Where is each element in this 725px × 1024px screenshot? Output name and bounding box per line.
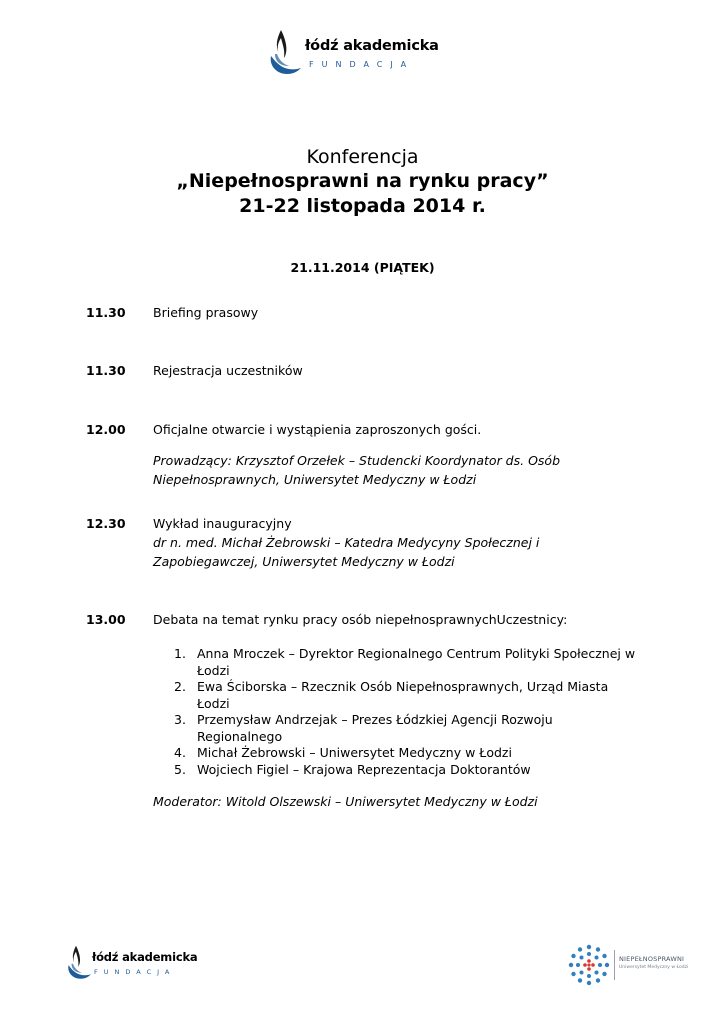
list-number: 5.: [174, 761, 186, 777]
agenda-note: Prowadzący: Krzysztof Orzełek – Studencki Koordynator ds. Osób: [153, 453, 561, 468]
participant-text: Łodzi: [197, 695, 230, 711]
agenda-item: Rejestracja uczestników: [153, 363, 303, 378]
agenda-item: Debata na temat rynku pracy osób niepełnosprawnychUczestnicy:: [153, 612, 568, 627]
conference-title: „Niepełnosprawni na rynku pracy”: [176, 170, 549, 192]
day-heading: 21.11.2014 (PIĄTEK): [290, 260, 435, 275]
logo-name: łódź akademicka: [305, 38, 439, 54]
list-item: [170, 712, 645, 745]
list-number: 3.: [174, 712, 186, 727]
agenda-time: 11.30: [86, 305, 126, 320]
list-item: [170, 646, 645, 679]
participant-text: Anna Mroczek – Dyrektor Regionalnego Centrum Polityki Społecznej w: [197, 646, 636, 661]
agenda-time: 12.00: [86, 422, 126, 437]
logo-divider: [614, 950, 615, 980]
moderator: Moderator: Witold Olszewski – Uniwersytet Medyczny w Łodzi: [153, 794, 538, 809]
participant-text: Wojciech Figiel – Krajowa Reprezentacja Doktorantów: [197, 761, 531, 777]
flame-icon: [265, 28, 305, 78]
conference-dates: 21-22 listopada 2014 r.: [239, 195, 486, 217]
agenda-item: Wykład inauguracyjny: [153, 516, 292, 531]
footer-logo: [64, 943, 198, 983]
list-number: 1.: [174, 646, 186, 661]
participant-text: Przemysław Andrzejak – Prezes Łódzkiej Agencji Rozwoju: [197, 712, 553, 727]
participant-text: Łodzi: [197, 662, 230, 678]
participant-text: Ewa Ściborska – Rzecznik Osób Niepełnosprawnych, Urząd Miasta: [197, 679, 609, 694]
partner-name: NIEPEŁNOSPRAWNI: [619, 955, 685, 963]
partner-subtitle: Uniwersytet Medyczny w Łodzi: [619, 965, 689, 970]
participant-text: Michał Żebrowski – Uniwersytet Medyczny w Łodzi: [197, 745, 512, 760]
partner-logo: [568, 944, 688, 984]
list-item: [170, 745, 645, 762]
agenda-time: 12.30: [86, 516, 126, 531]
agenda-note: Zapobiegawczej, Uniwersytet Medyczny w Łodzi: [153, 554, 455, 569]
dots-circle-icon: [568, 944, 610, 986]
participant-text: Regionalnego: [197, 728, 283, 744]
header-logo: [265, 28, 439, 78]
logo-name: łódź akademicka: [92, 950, 198, 964]
conference-label: Konferencja: [306, 146, 419, 168]
agenda-note: Niepełnosprawnych, Uniwersytet Medyczny w Łodzi: [153, 472, 477, 487]
agenda-time: 13.00: [86, 612, 126, 627]
logo-subtitle: FUNDACJA: [309, 60, 415, 69]
list-number: 4.: [174, 745, 186, 760]
list-number: 2.: [174, 679, 186, 694]
list-item: [170, 679, 645, 712]
agenda-time: 11.30: [86, 363, 126, 378]
agenda-item: Briefing prasowy: [153, 305, 259, 320]
flame-icon: [64, 943, 94, 983]
list-item: [170, 762, 645, 779]
agenda-note: dr n. med. Michał Żebrowski – Katedra Medycyny Społecznej i: [153, 535, 540, 550]
agenda-item: Oficjalne otwarcie i wystąpienia zaproszonych gości.: [153, 422, 482, 437]
logo-subtitle: FUNDACJA: [94, 968, 176, 976]
participants-list: [170, 646, 645, 778]
